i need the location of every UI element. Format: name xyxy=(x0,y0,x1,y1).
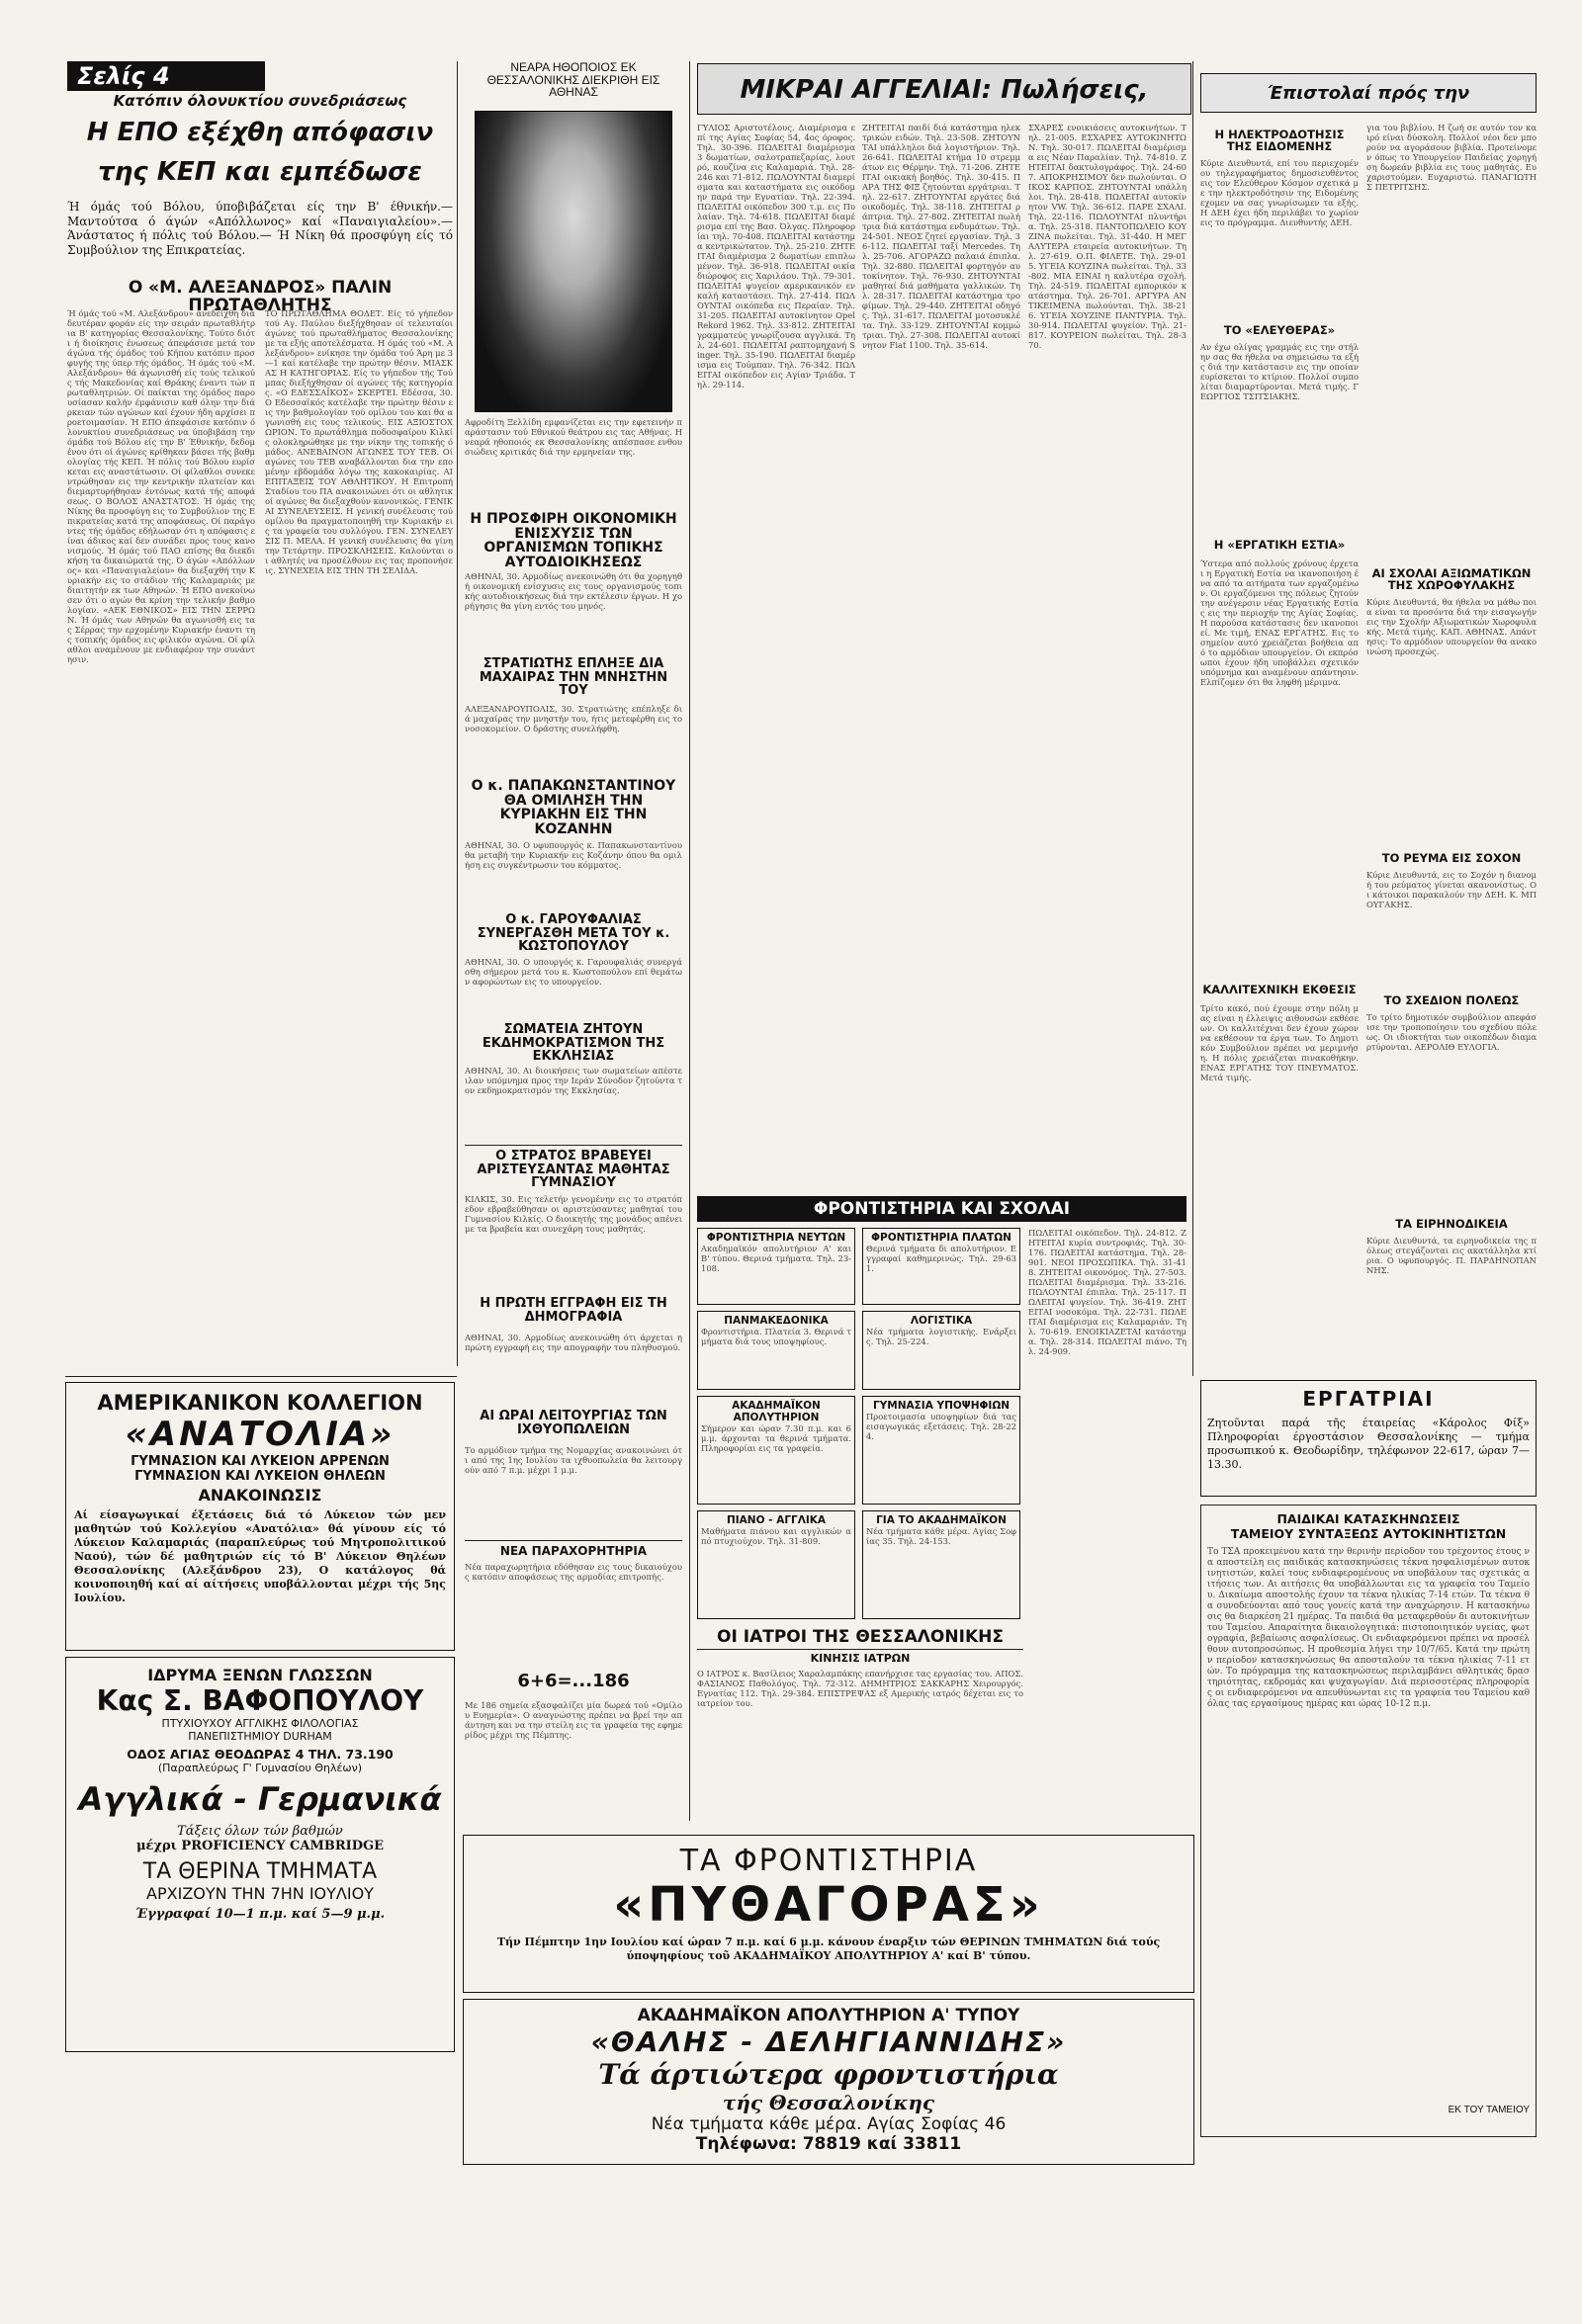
school-5-text: Σήμερον και ώραν 7.30 π.μ. και 6 μ.μ. άρχονται τα θερινά τμήματα. Πληροφορίαι εις τα γραφεία. xyxy=(701,1423,851,1453)
ad-thalis-line3: Τά άρτιώτερα φροντιστήρια xyxy=(598,2058,1059,2091)
school-3-name: ΠΑΝΜΑΚΕΔΟΝΙΚΑ xyxy=(724,1315,829,1327)
ad-vafo-line1: ΙΔΡΥΜΑ ΞΕΝΩΝ ΓΛΩΣΣΩΝ xyxy=(147,1666,373,1684)
ad-vafo-line12: Έγγραφαί 10—1 π.μ. καί 5—9 μ.μ. xyxy=(134,1907,386,1922)
col2-text-3: ΑΘΗΝΑΙ, 30. Ο υφυπουργός κ. Παπακωνσταντίνου θα μεταβή την Κυριακήν εις Κοζάνην όπου θα ομιλήση εις συγκέντρωσιν του κόμματος. xyxy=(465,840,682,870)
ad-thalis xyxy=(463,1999,1194,2165)
ad-anatolia-line4: ΓΥΜΝΑΣΙΟΝ ΚΑΙ ΛΥΚΕΙΟΝ ΘΗΛΕΩΝ xyxy=(134,1469,386,1484)
school-6-text: Προετοιμασία υποψηφίων διά τας εισαγωγικάς εξετάσεις. Τηλ. 28-224. xyxy=(866,1412,1016,1441)
col2-text-8: Το αρμόδιον τμήμα της Νομαρχίας ανακοινώνει ότι από της 1ης Ιουλίου τα ιχθυοπωλεία θα λειτουργούν από 7 π.μ. μέχρι 1 μ.μ. xyxy=(465,1445,682,1475)
school-2-name: ΦΡΟΝΤΙΣΤΗΡΙΑ ΠΛΑΤΩΝ xyxy=(871,1232,1011,1244)
classifieds-col-b: ΖΗΤΕΙΤΑΙ παιδί διά κατάστημα ηλεκτρικών ειδών. Τηλ. 23-508. ΖΗΤΟΥΝΤΑΙ υπάλληλοι διά λογιστήριον. Τηλ. 26-641. ΠΩΛΕΙΤΑΙ κτήμα 10 στρεμμάτων εις Θέρμην. Τηλ. 71-206. ΖΗΤΕΙΤΑΙ οικιακή βοηθός. Τηλ. 30-415. ΠΑΡΑ ΤΗΣ ΦΙΞ ζητούνται εργάτριαι. Τηλ. 22-617. ΖΗΤΟΥΝΤΑΙ εργάτες διά οικοδομές. Τηλ. 38-118. ΖΗΤΕΙΤΑΙ ράπτρια. Τηλ. 27-802. ΖΗΤΕΙΤΑΙ πωλήτρια διά κατάστημα ενδυμάτων. Τηλ. 24-501. ΝΕΟΣ ζητεί εργασίαν. Τηλ. 36-112. ΠΩΛΕΙΤΑΙ ταξί Mercedes. Τηλ. 25-706. ΑΓΟΡΑΖΩ παλαιά έπιπλα. Τηλ. 32-880. ΠΩΛΕΙΤΑΙ φορτηγόν αυτοκίνητον. Τηλ. 76-930. ΖΗΤΟΥΝΤΑΙ μαθηταί διά μαθήματα γαλλικών. Τηλ. 28-317. ΠΩΛΕΙΤΑΙ κατάστημα τροφίμων. Τηλ. 29-440. ΖΗΤΕΙΤΑΙ οδηγός. Τηλ. 31-617. ΠΩΛΕΙΤΑΙ μοτοσυκλέτα. Τηλ. 33-129. ΖΗΤΟΥΝΤΑΙ κομμώτριαι. Τηλ. 27-308. ΠΩΛΕΙΤΑΙ αυτοκίνητον Fiat 1100. Τηλ. 35-614. xyxy=(862,123,1020,350)
letter-8-text: Τρίτο κακό, πού έχουμε στην πόλη μας είναι η έλλειψις αιθουσών εκθέσεων. Οι καλλιτέχναι δεν έχουν χώρον να εκθέσουν τα έργα των. Το Δημοτικόν Συμβούλιον πρέπει να μεριμνήση. Η πόλις χρειάζεται πινακοθήκην. ΕΝΑΣ ΕΡΓΑΤΗΣ ΤΟΥ ΠΝΕΥΜΑΤΟΣ. Μετά τιμής. xyxy=(1200,1003,1359,1082)
col4-right-text-a: για του βιβλίου. Η ζωή σε αυτόν τον καιρό είναι δύσκολη. Πολλοί νέοι δεν μπορούν να αγοράσουν βιβλία. Προτείνομεν όπως το Υπουργείον Παιδείας χορηγήση δωρεάν βιβλία εις τους μαθητάς. Ευχαριστούμεν. Ευχαριστώ. ΠΑΝΑΓΙΩΤΗΣ ΠΕΤΡΙΤΣΗΣ. xyxy=(1366,123,1537,192)
school-6 xyxy=(862,1396,1020,1505)
school-7-text: Μαθήματα πιάνου και αγγλικών από πτυχιούχον. Τηλ. 31-809. xyxy=(701,1526,851,1546)
puzzle-title: 6+6=...186 xyxy=(517,1671,630,1691)
letter-1-head: Η ΗΛΕΚΤΡΟΔΟΤΗΣΙΣ ΤΗΣ ΕΙΔΟΜΕΝΗΣ xyxy=(1214,129,1345,153)
school-5 xyxy=(697,1396,855,1505)
schools-banner xyxy=(697,1196,1186,1222)
ad-vafo-line9: μέχρι PROFICIENCY CAMBRIDGE xyxy=(136,1839,384,1853)
letters-banner-text: Έπιστολαί πρός την xyxy=(1267,83,1470,104)
col-divider-1 xyxy=(457,61,458,1366)
col2-text-7: ΑΘΗΝΑΙ, 30. Αρμοδίως ανεκοινώθη ότι άρχεται η πρώτη εγγραφή εις την απογραφήν του πληθυσμού. xyxy=(465,1333,682,1352)
ad-anatolia-line3: ΓΥΜΝΑΣΙΟΝ ΚΑΙ ΛΥΚΕΙΟΝ ΑΡΡΕΝΩΝ xyxy=(131,1454,390,1469)
ad-thalis-line1: ΑΚΑΔΗΜΑΪΚΟΝ ΑΠΟΛΥΤΗΡΙΟΝ Α' ΤΥΠΟΥ xyxy=(637,2006,1020,2025)
ad-anatolia-line2: «ΑΝΑΤΟΛΙΑ» xyxy=(125,1415,396,1454)
school-6-name: ΓΥΜΝΑΣΙΑ ΥΠΟΨΗΦΙΩΝ xyxy=(872,1400,1011,1412)
school-3-text: Φροντιστήρια. Πλατεία 3. Θερινά τμήματα διά τους υποψηφίους. xyxy=(701,1327,851,1346)
ad-vafo-line5: ΟΔΟΣ ΑΓΙΑΣ ΘΕΟΔΩΡΑΣ 4 ΤΗΛ. 73.190 xyxy=(127,1747,394,1762)
col1-headline: Η ΕΠΟ εξέχθη απόφασιν της ΚΕΠ και εμπέδωσε xyxy=(86,118,434,187)
school-7-name: ΠΙΑΝΟ - ΑΓΓΛΙΚΑ xyxy=(726,1514,826,1526)
school-2 xyxy=(862,1228,1020,1305)
puzzle-text: Με 186 σημεία εξασφαλίζει μία δωρεά τού «Ομίλου Ευημερία». Ο αναγνώστης πρέπει να βρεί την απάντηση και να την στείλη εις τα γραφεία της εφημερίδος μέχρι της Πέμπτης. xyxy=(465,1700,682,1740)
ad-anatolia xyxy=(65,1382,455,1651)
col2-text-1: ΑΘΗΝΑΙ, 30. Αρμοδίως ανεκοινώθη ότι θα χορηγηθή οικονομική ενίσχυσις εις τους οργανισμούς τοπικής αυτοδιοικήσεως διά την εκτέλεσιν έργων. Η χορήγησις θα γίνη εντός του μηνός. xyxy=(465,571,682,611)
col2-text-6: ΚΙΛΚΙΣ, 30. Εις τελετήν γενομένην εις το στρατόπεδον εβραβεύθησαν οι αριστεύσαντες μαθηταί του Γυμνασίου Κιλκίς. Ο διοικητής της μονάδος απένειμε τα βραβεία και συνεχάρη τους μαθητάς. xyxy=(465,1194,682,1234)
col-divider-2 xyxy=(689,61,690,1821)
actress-photo xyxy=(475,111,672,412)
ad-taxi-title-1: ΠΑΙΔΙΚΑΙ ΚΑΤΑΣΚΗΝΩΣΕΙΣ xyxy=(1276,1511,1460,1526)
ad-vafo-line8: Τάξεις όλων τών βαθμών xyxy=(177,1824,343,1839)
col2-photo-text: Αφροδίτη Ξελλίδη εμφανίζεται εις την εφετεινήν παράστασιν τού Εθνικού θεάτρου εις τας Αθήνας. Η νεαρά ηθοποιός εκ Θεσσαλονίκης απέσπασε ενθουσιώδεις κριτικάς διά την ερμηνείαν της. xyxy=(465,417,682,457)
ad-vafo-line6: (Παραπλεύρως Γ' Γυμνασίου Θηλέων) xyxy=(157,1762,363,1774)
classifieds-col-a: ΓΥΛΙΟΣ Αριστοτέλους. Διαμέρισμα επί της Αγίας Σοφίας 54, 4ος όροφος. Τηλ. 30-396. ΠΩΛΕΙΤΑΙ διαμέρισμα 3 δωματίων, σαλοτραπεζαρίας, λουτρό, κουζίνα εις Καλαμαριά. Τηλ. 28-246 και 71-812. ΠΩΛΟΥΝΤΑΙ διαμερίσματα και καταστήματα εις οικόδομην παρά την Εγνατίαν. Τηλ. 22-394. ΠΩΛΕΙΤΑΙ οικόπεδον 300 τ.μ. εις Πυλαίαν. Τηλ. 74-618. ΠΩΛΕΙΤΑΙ διαμέρισμα επί της Βασ. Όλγας. Πληροφορίαι τηλ. 70-408. ΠΩΛΕΙΤΑΙ κατάστημα κεντρικώτατον. Τηλ. 25-210. ΖΗΤΕΙΤΑΙ διαμέρισμα 2 δωματίων επιπλωμένον. Τηλ. 36-918. ΠΩΛΕΙΤΑΙ οικία διώροφος εις Χαριλάου. Τηλ. 79-301. ΠΩΛΕΙΤΑΙ ψυγείον αμερικανικόν εν καλή καταστάσει. Τηλ. 27-414. ΠΩΛΟΥΝΤΑΙ οικόπεδα εις Περαίαν. Τηλ. 31-205. ΠΩΛΕΙΤΑΙ αυτοκίνητον Opel Rekord 1962. Τηλ. 33-812. ΖΗΤΕΙΤΑΙ γραμματεύς γνωρίζουσα αγγλικά. Τηλ. 24-601. ΠΩΛΕΙΤΑΙ ραπτομηχανή Singer. Τηλ. 35-190. ΠΩΛΕΙΤΑΙ διαμέρισμα εις Τούμπαν. Τηλ. 76-342. ΠΩΛΕΙΤΑΙ οικόπεδον εις Αγίαν Τριάδα. Τηλ. 29-114. xyxy=(697,123,855,389)
school-3 xyxy=(697,1311,855,1390)
school-8-name: ΓΙΑ ΤΟ ΑΚΑΔΗΜΑΪΚΟΝ xyxy=(876,1514,1007,1526)
col2-head-6: Ο ΣΤΡΑΤΟΣ ΒΡΑΒΕΥΕΙ ΑΡΙΣΤΕΥΣΑΝΤΑΣ ΜΑΘΗΤΑΣ ΓΥΜΝΑΣΙΟΥ xyxy=(465,1145,682,1190)
col2-text-9: Νέα παραχωρητήρια εδόθησαν εις τους δικαιούχους κατόπιν αποφάσεως της αρμοδίας επιτροπής. xyxy=(465,1562,682,1582)
doctors-section xyxy=(697,1627,1023,1820)
col2-head-9: ΝΕΑ ΠΑΡΑΧΟΡΗΤΗΡΙΑ xyxy=(465,1540,682,1558)
letter-5-text: Κύριε Διευθυντά, εις το Σοχόν η διανομή του ρεύματος γίνεται ακανονίστως. Οι κάτοικοι παρακαλούν την ΔΕΗ. Κ. ΜΠΟΥΓΑΚΗΣ. xyxy=(1366,870,1537,909)
col2-head-2: ΣΤΡΑΤΙΩΤΗΣ ΕΠΛΗΞΕ ΔΙΑ ΜΑΧΑΙΡΑΣ ΤΗΝ ΜΝΗΣΤΗΝ ΤΟΥ xyxy=(479,657,668,698)
ad-ergatriai-body: Ζητοῦνται παρά τῆς έταιρείας «Κάρολος Φίξ» Πληροφορίαι έργοστάσιον Θεσσαλονίκης — τμήμα προσωπικού κ. Θεοδωρίδην, τηλέφωνον 22-617, ώραν 7—13.30. xyxy=(1207,1417,1530,1471)
ads-divider xyxy=(65,1376,457,1377)
ad-pyth-line2: «ΠΥΘΑΓΟΡΑΣ» xyxy=(613,1877,1044,1933)
ad-vafo-line3: ΠΤΥΧΙΟΥΧΟΥ ΑΓΓΛΙΚΗΣ ΦΙΛΟΛΟΓΙΑΣ xyxy=(161,1717,359,1730)
ad-taxi-title-2: ΤΑΜΕΙΟΥ ΣΥΝΤΑΞΕΩΣ ΑΥΤΟΚΙΝΗΤΙΣΤΩΝ xyxy=(1230,1526,1507,1541)
letter-3-head: Η «ΕΡΓΑΤΙΚΗ ΕΣΤΙΑ» xyxy=(1213,539,1346,552)
col1-article-left: Ή όμάς τού «Μ. Αλεξάνδρου» άνεδείχθη διά δευτέραν φοράν είς την σειράν πρωταθλήτρια Β' κατηγορίας Θεσσαλονίκης. Τούτο διότι ή διοίκησις ένωσεως άπεφάσισε μετά τον άγώνα τής όμάδος τού Κήπου κατόπιν προσφυγής της ύπερ τής όμάδος. Ή όμάς τού «Μ. Αλεξάνδρου» θά άγωνισθή είς τούς τελικούς τής Μακεδονίας καί Θράκης έναντι τών πρωταθλητριών. Οί παίκται της όμάδος παρουσίασαν καλήν έμφάνισιν καθ όλην την διάρκειαν τών αγώνων καί έχουν ήδη αρχίσει προετοιμασίαν. Ή ΕΠΟ άπεφάσισε κατόπιν όλονυκτίου συνεδριάσεως να ύποβιβάση την όμάδα τού Βόλου είς την Β' Έθνικήν, δεδομένου ότι οί άγώνες κρίθηκαν βάσει τής βαθμολογίας τής ΚΕΠ. Ή πόλις τού Βόλου ευρίσκεται εις αναστάτωσιν. Οί φίλαθλοι συνεκεντρώθησαν εις την κεντρικήν πλατείαν και διεμαρτυρήθησαν έντόνως κατά τής αποφάσεως. Ο ΒΟΛΟΣ ΑΝΑΣΤΑΤΟΣ. Ή όμάς της Νίκης θα προσφύγη εις το Συμβούλιον της Επικρατείας κατά της αποφάσεως. Οί παράγοντες τής όμάδος εδήλωσαν ότι η απόφασις είναι άδικος καί δεν συνάδει προς τους κανονισμούς. Ή όμάς τού ΠΑΟ επίσης θα διεκδικήση τα δικαιώματά της. Ό άγών «Απόλλωνος» και «Παναιγιαλείου» θα διεξαχθή την Κυριακήν εις το στάδιον τής Καλαμαριάς με διαιτητήν εκ των Αθηνών. Ή ΕΠΟ ανεκοίνωσεν ότι ο αγών θα κρίνη την τελικήν βαθμολογίαν. «ΑΕΚ ΕΘΝΙΚΟΣ» ΕΙΣ ΤΗΝ ΣΕΡΡΩΝ. Ή όμάς των Αθηνών θα αγωνισθή εις τας Σέρρας την ερχομένην Κυριακήν έναντι της τοπικής όμάδος εις φιλικόν αγώνα. Οί φίλαθλοι αναμένουν με ενδιαφέρον την συνάντησιν. xyxy=(67,308,255,664)
letter-1-text: Κύριε Διευθυντά, επί του περιεχομένου τηλεγραφήματος δημοσιευθέντος εις τον Ελεύθερον Κόσμον σχετικά με την ηλεκτροδότησιν της Ειδομένης εχομεν να σας γνωρίσωμεν τα εξής. Η ΔΕΗ έχει ήδη περιλάβει το χωρίον εις το πρόγραμμα. Διευθυντής ΔΕΗ. xyxy=(1200,158,1359,227)
ad-taxi xyxy=(1200,1505,1537,2137)
ad-vafo-line10: ΤΑ ΘΕΡΙΝΑ ΤΜΗΜΑΤΑ xyxy=(142,1859,378,1884)
school-5-name: ΑΚΑΔΗΜΑΪΚΟΝ ΑΠΟΛΥΤΗΡΙΟΝ xyxy=(732,1400,821,1423)
school-4-name: ΛΟΓΙΣΤΙΚΑ xyxy=(910,1315,973,1327)
ad-vafo-line4: ΠΑΝΕΠΙΣΤΗΜΙΟΥ DURHAM xyxy=(188,1730,332,1743)
doctors-text: Ο ΙΑΤΡΟΣ κ. Βασίλειος Χαραλαμπάκης επανήρχισε τας εργασίας του. ΑΠΟΣ. ΦΑΣΙΑΝΟΣ Παθολόγος. Τηλ. 72-312. ΔΗΜΗΤΡΙΟΣ ΣΑΚΚΑΡΗΣ Χειρουργός. Εγνατίας 112. Τηλ. 29-384. ΕΠΙΣΤΡΕΨΑΣ εξ Αμερικής ιατρός δέχεται εις το ιατρείον του. xyxy=(697,1669,1023,1708)
col2-head-3: Ο κ. ΠΑΠΑΚΩΝΣΤΑΝΤΙΝΟΥ ΘΑ ΟΜΙΛΗΣΗ ΤΗΝ ΚΥΡΙΑΚΗΝ ΕΙΣ ΤΗΝ ΚΟΖΑΝΗΝ xyxy=(471,779,676,837)
letter-5-head: ΤΟ ΡΕΥΜΑ ΕΙΣ ΣΟΧΟΝ xyxy=(1381,852,1522,865)
ad-anatolia-line1: ΑΜΕΡΙΚΑΝΙΚΟΝ ΚΟΛΛΕΓΙΟΝ xyxy=(97,1391,423,1415)
school-4-text: Νέα τμήματα λογιστικής. Ενάρξεις. Τηλ. 25-224. xyxy=(866,1327,1016,1346)
letter-3-text: Ύστερα από πολλούς χρόνους έρχεται η Εργατική Εστία να ικανοποιήση ένα από τα αιτήματα των εργαζομένων. Οι εργαζόμενοι της πόλεως ζητούν την ανέγερσιν νέας Εργατικής Εστίας εις την περιοχήν της Αγίας Σοφίας. Η παρούσα κατάστασις δεν ικανοποιεί. Με τιμή, ΕΝΑΣ ΕΡΓΑΤΗΣ. Εις το σημείον αυτό χρειάζεται βοήθεια από το αρμόδιον υπουργείον. Οι εκπρόσωποι έχουν ήδη υποβάλλει σχετικόν υπόμνημα και αναμένουν απάντησιν. Ελπίζομεν ότι θα ληφθή μέριμνα. xyxy=(1200,559,1359,687)
classifieds-banner-text: ΜΙΚΡΑΙ ΑΓΓΕΛΙΑΙ: Πωλήσεις, xyxy=(740,75,1149,105)
col2-head-4: Ο κ. ΓΑΡΟΥΦΑΛΙΑΣ ΣΥΝΕΡΓΑΣΘΗ ΜΕΤΑ ΤΟΥ κ. ΚΩΣΤΟΠΟΥΛΟΥ xyxy=(477,913,670,954)
school-2-text: Θερινά τμήματα δι απολυτήριον. Εγγραφαί καθημερινώς. Τηλ. 29-631. xyxy=(866,1244,1016,1273)
doctors-sub: ΚΙΝΗΣΙΣ ΙΑΤΡΩΝ xyxy=(810,1652,911,1665)
ad-vafo-line2: Κας Σ. ΒΑΦΟΠΟΥΛΟΥ xyxy=(96,1684,424,1717)
ad-thalis-line5: Νέα τμήματα κάθε μέρα. Αγίας Σοφίας 46 xyxy=(651,2114,1007,2134)
school-4 xyxy=(862,1311,1020,1390)
school-1 xyxy=(697,1228,855,1305)
col2-text-2: ΑΛΕΞΑΝΔΡΟΥΠΟΛΙΣ, 30. Στρατιώτης επέπληξε διά μαχαίρας την μνηστήν του, ήτις μετεφέρθη εις το νοσοκομείον. Ο δράστης συνελήφθη. xyxy=(465,704,682,733)
doctors-banner: ΟΙ ΙΑΤΡΟΙ ΤΗΣ ΘΕΣΣΑΛΟΝΙΚΗΣ xyxy=(697,1627,1023,1650)
school-col-c-text: ΠΩΛΕΙΤΑΙ οικόπεδον. Τηλ. 24-812. ΖΗΤΕΙΤΑΙ κυρία συντροφιάς. Τηλ. 30-176. ΠΩΛΕΙΤΑΙ κατάστημα. Τηλ. 28-901. ΝΕΟΙ ΠΡΟΣΩΠΙΚΑ. Τηλ. 31-418. ΖΗΤΕΙΤΑΙ οικονόμος. Τηλ. 27-503. ΠΩΛΕΙΤΑΙ διαμέρισμα. Τηλ. 33-216. ΠΩΛΟΥΝΤΑΙ έπιπλα. Τηλ. 25-117. ΠΩΛΕΙΤΑΙ ψυγείον. Τηλ. 36-419. ΖΗΤΕΙΤΑΙ νοσοκόμα. Τηλ. 22-731. ΠΩΛΕΙΤΑΙ διαμέρισμα εις Καλαμαριάν. Τηλ. 70-619. ΕΝΟΙΚΙΑΖΕΤΑΙ κατάστημα. Τηλ. 28-314. ΠΩΛΕΙΤΑΙ πιάνο. Τηλ. 24-909. xyxy=(1028,1228,1186,1356)
ad-pyth-body: Τήν Πέμπτην 1ην Ιουλίου καί ώραν 7 π.μ. καί 6 μ.μ. κάνουν έναρξιν τών ΘΕΡΙΝΩΝ ΤΜΗΜΑΤΩΝ διά τούς ύποψηφίους τοῦ ΑΚΑΔΗΜΑΪΚΟΥ ΑΠΟΛΥΤΗΡΙΟΥ Α' καί Β' τύπου. xyxy=(496,1936,1161,1962)
ad-pyth-line1: ΤΑ ΦΡΟΝΤΙΣΤΗΡΙΑ xyxy=(679,1844,978,1878)
ad-ergatriai-title: ΕΡΓΑΤΡΙΑΙ xyxy=(1302,1387,1435,1411)
section-tag-text: Σελίς 4 xyxy=(77,62,170,90)
letter-2-text: Αν έχω ολίγας γραμμάς εις την στήλην σας θα ήθελα να σημειώσω τα εξής διά την κατάστασιν εις την οποίαν ευρίσκεται το κτίριον. Πολλοί συμπολίται διαμαρτύρονται. Μετά τιμής. ΓΕΩΡΓΙΟΣ ΤΣΙΤΣΙΑΚΗΣ. xyxy=(1200,342,1359,401)
letters-banner xyxy=(1200,73,1537,113)
ad-pythagoras xyxy=(463,1835,1194,1993)
school-8 xyxy=(862,1510,1020,1619)
col1-kicker: Κατόπιν όλονυκτίου συνεδριάσεως xyxy=(113,92,407,110)
schools-banner-text: ΦΡΟΝΤΙΣΤΗΡΙΑ ΚΑΙ ΣΧΟΛΑΙ xyxy=(813,1199,1071,1219)
classifieds-banner xyxy=(697,63,1191,115)
letter-6-head: ΤΟ ΣΧΕΔΙΟΝ ΠΟΛΕΩΣ xyxy=(1383,994,1520,1007)
letter-8-head: ΚΑΛΛΙΤΕΧΝΙΚΗ ΕΚΘΕΣΙΣ xyxy=(1202,984,1357,996)
section-tag xyxy=(67,61,265,91)
letter-6-text: Το τρίτο δημοτικόν συμβούλιον απεφάσισε την τροποποίησιν του σχεδίου πόλεως. Οι ιδιοκτήται των οικοπέδων διαμαρτύρονται. ΑΕΡΟΛΙΘ ΕΥΛΟΓΙΑ. xyxy=(1366,1012,1537,1052)
ad-thalis-line6: Τηλέφωνα: 78819 καί 33811 xyxy=(695,2134,962,2154)
letter-7-text: Κύριε Διευθυντά, τα ειρηνοδικεία της πόλεως στεγάζονται εις ακατάλληλα κτίρια. Ο υφυπουργός. Π. ΠΑΡΔΗΝΟΠΑΝΝΗΣ. xyxy=(1366,1236,1537,1275)
ad-vafopoulou xyxy=(65,1657,455,2052)
col1-lead: Ή όμάς τού Βόλου, ύποβιβάζεται είς την Β' έθνικήν.— Μαντούτσα ό άγών «Απόλλωνος» καί «Παναιγιαλείου».— Άνάστατος ή πόλις τού Βόλου.— Ή Νίκη θά προσφύγη είς τό Συμβούλιον της Επικρατείας. xyxy=(67,200,453,257)
letter-4-head: ΑΙ ΣΧΟΛΑΙ ΑΞΙΩΜΑΤΙΚΩΝ ΤΗΣ ΧΩΡΟΦΥΛΑΚΗΣ xyxy=(1371,567,1532,592)
letter-4-text: Κύριε Διευθυντά, θα ήθελα να μάθω ποια είναι τα προσόντα διά την εισαγωγήν εις την Σχολήν Αξιωματικών Χωροφυλακής. Μετά τιμής. ΚΑΠ. ΑΘΗΝΑΣ. Απάντησις: Το αρμόδιον υπουργείον θα ανακοινώση προσεχώς. xyxy=(1366,597,1537,656)
ad-anatolia-line5: ΑΝΑΚΟΙΝΩΣΙΣ xyxy=(198,1486,322,1505)
ad-taxi-signoff: ΕΚ ΤΟΥ ΤΑΜΕΙΟΥ xyxy=(1448,2105,1530,2115)
col2-text-5: ΑΘΗΝΑΙ, 30. Αι διοικήσεις των σωματείων απέστειλαν υπόμνημα προς την Ιεράν Σύνοδον ζητούντα τον εκδημοκρατισμόν της Εκκλησίας. xyxy=(465,1066,682,1095)
col1-subhead: Ο «Μ. ΑΛΕΞΑΝΔΡΟΣ» ΠΑΛΙΝ ΠΡΩΤΑΘΛΗΤΗΣ xyxy=(128,280,393,315)
col2-head-1: Η ΠΡΟΣΦΙΡΗ ΟΙΚΟΝΟΜΙΚΗ ΕΝΙΣΧΥΣΙΣ ΤΩΝ ΟΡΓΑΝΙΣΜΩΝ ΤΟΠΙΚΗΣ ΑΥΤΟΔΙΟΙΚΗΣΕΩΣ xyxy=(470,512,677,570)
col-divider-3 xyxy=(1192,61,1193,1376)
school-1-name: ΦΡΟΝΤΙΣΤΗΡΙΑ ΝΕΥΤΩΝ xyxy=(706,1232,846,1244)
school-1-text: Ακαδημαϊκόν απολυτήριον Α' και Β' τύπου. Θερινά τμήματα. Τηλ. 23-108. xyxy=(701,1244,851,1273)
col2-photo-caption: ΝΕΑΡΑ ΗΘΟΠΟΙΟΣ ΕΚ ΘΕΣΣΑΛΟΝΙΚΗΣ ΔΙΕΚΡΙΘΗ ΕΙΣ ΑΘΗΝΑΣ xyxy=(486,61,660,99)
school-7 xyxy=(697,1510,855,1619)
ad-anatolia-body: Αί είσαγωγικαί έξετάσεις διά τό Λύκειον τών μεν μαθητών τού Κολλεγίου «Ανατόλια» θά γίνουν είς τό Λύκειον Καλαμαριάς (παραπλεύρως τού Μητροπολιτικού Ναού), τών δέ μαθητριών είς τό Β' Λύκειον Θηλέων Θεσσαλονίκης (Αλεξάνδρου 23), Ο κατάλογος θά κοινοποιηθή καί αί αίτήσεις υποβάλλονται μέχρι τής 5ης Ιουλίου. xyxy=(74,1508,446,1604)
ad-vafo-line11: ΑΡΧΙΖΟΥΝ ΤΗΝ 7ΗΝ ΙΟΥΛΙΟΥ xyxy=(146,1884,374,1903)
col2-head-5: ΣΩΜΑΤΕΙΑ ΖΗΤΟΥΝ ΕΚΔΗΜΟΚΡΑΤΙΣΜΟΝ ΤΗΣ ΕΚΚΛΗΣΙΑΣ xyxy=(482,1023,665,1064)
classifieds-col-c: ΣΧΑΡΕΣ ενοικιάσεις αυτοκινήτων. Τηλ. 21-005. ΕΣΧΑΡΕΣ ΑΥΤΟΚΙΝΗΤΩΝ. Τηλ. 30-017. ΠΩΛΕΙΤΑΙ διαμέρισμα εις Νέαν Παραλίαν. Τηλ. 74-810. ΖΗΤΕΙΤΑΙ δακτυλογράφος. Τηλ. 24-607. ΑΠΟΚΡΗΣΙΜΟΥ δεν πωλούνται. ΟΙΚΟΣ ΚΑΡΠΟΣ. ΖΗΤΟΥΝΤΑΙ υπάλληλοι. Τηλ. 28-418. ΠΩΛΕΙΤΑΙ αυτοκίνητον VW. Τηλ. 36-612. ΠΑΡΕ ΣΧΑΛΙ. Τηλ. 22-116. ΠΩΛΟΥΝΤΑΙ πλυντήρια. Τηλ. 25-318. ΠΑΝΤΟΠΩΛΕΙΟ ΚΟΥΖΙΝΑ πωλείται. Τηλ. 31-440. Η ΜΕΓΑΛΥΤΕΡΑ εταιρεία αυτοκινήτων. Τηλ. 27-619. Ο.Π. ΦΙΛΕΤΕ. Τηλ. 29-015. ΥΓΕΙΑ ΚΟΥΖΙΝΑ πωλείται. Τηλ. 33-802. ΜΙΑ ΕΙΝΑΙ η καλυτέρα σχολή. Τηλ. 24-519. ΠΩΛΕΙΤΑΙ εμπορικόν κατάστημα. Τηλ. 26-701. ΑΡΓΥΡΑ ΑΝΤΙΚΕΙΜΕΝΑ πωλούνται. Τηλ. 38-216. ΥΓΕΙΑ ΧΟΥΖΙΝΕ ΠΑΝΤΥΡΙΑ. Τηλ. 30-914. ΠΩΛΕΙΤΑΙ ψυγείον. Τηλ. 21-817. ΚΟΥΡΕΙΟΝ πωλείται. Τηλ. 28-370. xyxy=(1028,123,1186,350)
ad-vafo-line7: Αγγλικά - Γερμανικά xyxy=(78,1780,442,1818)
col2-head-7: Η ΠΡΩΤΗ ΕΓΓΡΑΦΗ ΕΙΣ ΤΗ ΔΗΜΟΓΡΑΦΙΑ xyxy=(480,1297,667,1325)
col2-text-4: ΑΘΗΝΑΙ, 30. Ο υπουργός κ. Γαρουφαλιάς συνεργάσθη σήμερον μετά του κ. Κωστοπούλου επί θεμάτων αφορώντων εις το υπουργείον. xyxy=(465,957,682,987)
ad-taxi-text: Το ΤΣΑ προκειμένου κατά την θερινήν περίοδον του τρέχοντος έτους να αποστείλη εις παιδικάς κατασκηνώσεις τέκνα ησφαλισμένων αυτοκινητιστών, καλεί τους ενδιαφερομένους να υποβάλουν τας σχετικάς αιτήσεις των. Αι αιτήσεις θα υποβάλλωνται εις τα γραφεία του Ταμείου. Δικαίωμα αποστολής έχουν τα τέκνα ηλικίας 7-14 ετών. Τα τέκνα θα συνοδεύονται από τους γονείς κατά την αναχώρησιν. Η κατασκήνωσις θα διαρκέση 21 ημέρας. Τα παιδιά θα μεταφερθούν δι αυτοκινήτων του Ταμείου. Απαραίτητα δικαιολογητικά: πιστοποιητικόν υγείας, φωτογραφία, βεβαίωσις ασφαλίσεως. Οι ενδιαφερόμενοι πρέπει να προσέλθουν αυτοπροσώπως. Η προθεσμία λήγει την 10/7/65. Κατά την πρώτην περίοδον κατασκηνώσεως θα αποσταλούν τα τέκνα ηλικίας 7-11 ετών. Το πρόγραμμα της κατασκηνώσεως περιλαμβάνει αθλητικάς δραστηριότητας, εκδρομάς και ψυχαγωγίαν. Διά περισσοτέρας πληροφορίας οι ενδιαφερόμενοι να απευθύνωνται εις τα γραφεία του Ταμείου καθ όλας τας εργασίμους ημέρας και ώρας 10-12 π.μ. xyxy=(1207,1547,1530,1709)
letter-7-head: ΤΑ ΕΙΡΗΝΟΔΙΚΕΙΑ xyxy=(1395,1218,1508,1231)
school-8-text: Νέα τμήματα κάθε μέρα. Αγίας Σοφίας 35. Τηλ. 24-153. xyxy=(866,1526,1016,1546)
ad-thalis-line4: τής Θεσσαλονίκης xyxy=(722,2091,935,2114)
letter-2-head: ΤΟ «ΕΛΕΥΘΕΡΑΣ» xyxy=(1223,324,1336,337)
col1-article-right: ΤΟ ΠΡΩΤΑΘΛΗΜΑ ΘΟΔΕΤ. Είς τό γήπεδον τού Αγ. Παύλου διεξήχθησαν οί τελευταίοι άγώνες τού πρωταθλήματος Θεσσαλονίκης με τα εξής αποτελέσματα. Η όμάς τού «Μ. Αλεξάνδρου» ενίκησε την όμάδα τού Άρη με 3—1 καί κατέλαβε την πρώτην θέσιν. ΜΙΑΣΚΑΣ Η ΚΑΤΗΓΟΡΙΑΣ. Είς το γήπεδον τής Τούμπας διεξήχθησαν οί αγώνες τής κατηγορίας. «Ο ΕΔΕΣΣΑΪΚΟΣ» ΣΚΕΡΤΕΙ. Εδέσσα, 30. Ο Εδεσσαϊκός κατέλαβε την πρώτην θέσιν εις την βαθμολογίαν τού ομίλου του και θα αγωνισθή εις τους τελικούς. ΕΙΣ ΑΞΙΟΣΤΟΧΩΡΙΟΝ. Το πρωτάθλημα ποδοσφαίρου Κιλκίς ολοκληρώθηκε με την νίκην της τοπικής όμάδος. ΑΝΕΒΑΙΝΟΝ ΑΓΩΝΕΣ ΤΟΥ ΤΕΒ. Οί αγώνες του ΤΕΒ αναβάλλονται δια την επομένην εβδομάδα λόγω της κακοκαιρίας. ΑΙ ΕΠΙΤΑΞΕΙΣ ΤΟΥ ΑΘΛΗΤΙΚΟΥ. Η Επιτροπή Σταδίου του ΠΑ ανακοινώνει ότι οι αθλητικοί αγώνες θα διεξαχθούν κανονικώς. ΓΕΝΙΚΑΙ ΣΥΝΕΛΕΥΣΕΙΣ. Η γενική συνέλευσις τού ομίλου θα πραγματοποιηθή την Κυριακήν εις τα γραφεία του συλλόγου. ΓΕΝ. ΣΥΝΕΛΕΥΣΙΣ Π. ΜΕΛΑ. Η γενική συνέλευσις θα γίνη την Τετάρτην. ΠΡΟΣΚΛΗΣΕΙΣ. Καλούνται οι αθλητές να προσέλθουν εις τας προπονήσεις. ΣΥΝΕΧΕΙΑ ΕΙΣ ΤΗΝ ΤΗ ΣΕΛΙΔΑ. xyxy=(265,308,453,575)
col2-head-8: ΑΙ ΩΡΑΙ ΛΕΙΤΟΥΡΓΙΑΣ ΤΩΝ ΙΧΘΥΟΠΩΛΕΙΩΝ xyxy=(480,1410,667,1437)
ad-thalis-line2: «ΘΑΛΗΣ - ΔΕΛΗΓΙΑΝΝΙΔΗΣ» xyxy=(590,2025,1067,2058)
ad-ergatriai xyxy=(1200,1380,1537,1497)
